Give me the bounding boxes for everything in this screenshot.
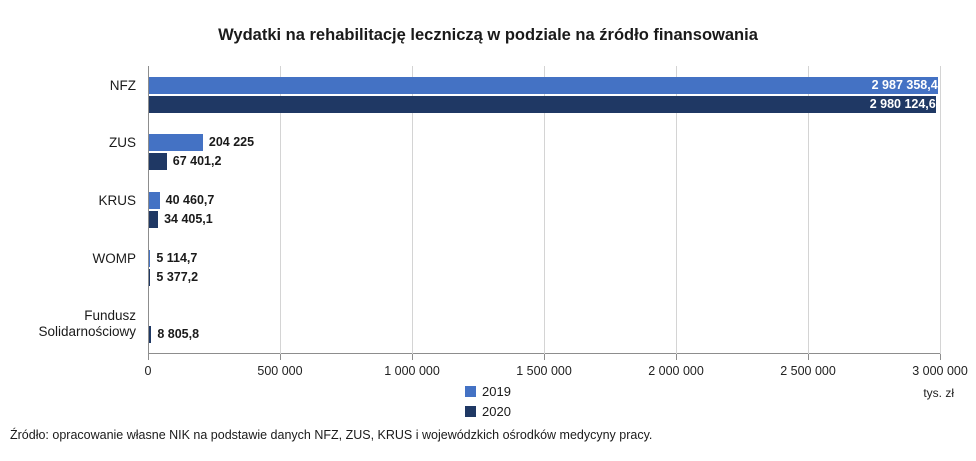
category-label: Fundusz Solidarnościowy <box>38 308 136 340</box>
legend-swatch-2019 <box>465 386 476 397</box>
x-tick-label: 1 500 000 <box>516 364 572 378</box>
x-tick <box>544 354 545 360</box>
x-tick-label: 2 500 000 <box>780 364 836 378</box>
legend-item-2019[interactable] <box>0 382 976 402</box>
bar-value-label: 67 401,2 <box>172 154 222 169</box>
source-note: Źródło: opracowanie własne NIK na podstawie danych NFZ, ZUS, KRUS i wojewódzkich ośrodków medycyny pracy. <box>10 428 653 442</box>
bar-value-label: 2 987 358,4 <box>871 77 938 92</box>
x-tick-label: 500 000 <box>257 364 303 378</box>
bar-2020-zus[interactable] <box>149 153 167 170</box>
bar-value-label: 204 225 <box>208 135 255 150</box>
bar-2019-zus[interactable] <box>149 134 203 151</box>
chart-title: Wydatki na rehabilitację leczniczą w podziale na źródło finansowania <box>218 26 758 44</box>
x-tick-label: 0 <box>144 364 152 378</box>
bar-value-label: 2 980 124,6 <box>869 96 936 111</box>
legend-label-2019: 2019 <box>482 384 511 399</box>
category-group <box>92 239 940 297</box>
bar-value-label: 5 377,2 <box>156 269 199 284</box>
category-label: ZUS <box>109 135 136 151</box>
bar-value-label: 40 460,7 <box>165 192 215 207</box>
top-cropped-text-strip <box>0 0 976 12</box>
x-tick-label: 1 000 000 <box>384 364 440 378</box>
bar-value-label: 5 114,7 <box>156 250 198 265</box>
bar-value-label: 34 405,1 <box>164 211 213 226</box>
x-tick-label: 3 000 000 <box>912 364 968 378</box>
plot-area <box>38 66 968 378</box>
legend-item-2020[interactable] <box>0 402 976 422</box>
bar-value-label: 8 805,8 <box>157 327 200 342</box>
x-tick <box>280 354 281 360</box>
gridline <box>940 66 941 354</box>
category-group <box>109 66 940 124</box>
legend-label-2020: 2020 <box>482 404 511 419</box>
category-group <box>38 296 940 354</box>
category-label: NFZ <box>109 77 136 93</box>
x-tick-label: 2 000 000 <box>648 364 704 378</box>
category-label: KRUS <box>98 192 136 208</box>
category-label: WOMP <box>92 250 136 266</box>
category-group <box>98 181 940 239</box>
bar-2019-womp[interactable] <box>149 250 150 267</box>
x-tick <box>412 354 413 360</box>
x-tick <box>940 354 941 360</box>
chart-container <box>0 14 976 419</box>
bar-2020-krus[interactable] <box>149 211 158 228</box>
bar-2020-womp[interactable] <box>149 269 150 286</box>
x-tick <box>808 354 809 360</box>
bar-2020-fundusz-solidarnościowy[interactable] <box>149 326 151 343</box>
bar-2019-krus[interactable] <box>149 192 160 209</box>
legend-swatch-2020 <box>465 406 476 417</box>
category-group <box>109 124 940 182</box>
axis-unit-label: tys. zł <box>923 386 954 400</box>
chart-legend <box>0 382 976 422</box>
x-tick <box>676 354 677 360</box>
x-tick <box>148 354 149 360</box>
